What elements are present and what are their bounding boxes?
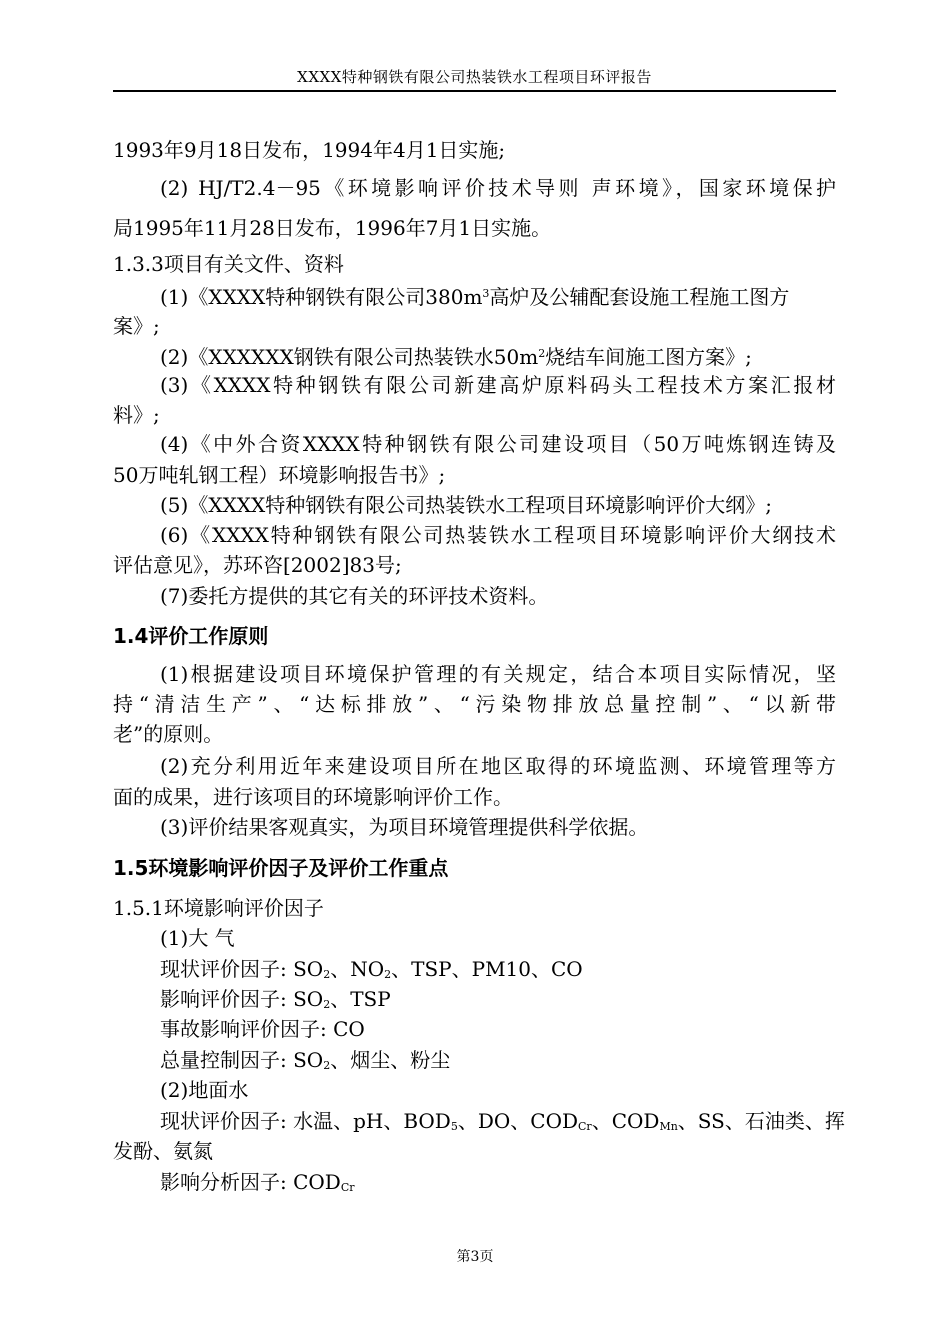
text-segment: 总量控制因子: SO — [160, 1048, 324, 1072]
text-line: (7)委托方提供的其它有关的环评技术资料。 — [160, 584, 549, 608]
text-line: (3)评价结果客观真实，为项目环境管理提供科学依据。 — [160, 815, 649, 839]
text-line: (2)地面水 — [160, 1078, 249, 1102]
text-line: 发酚、氨氮 — [113, 1139, 213, 1163]
text-line: 持“清洁生产”、“达标排放”、“污染物排放总量控制”、“以新带 — [113, 692, 836, 716]
text-line — [160, 280, 836, 311]
text-line: (2)充分利用近年来建设项目所在地区取得的环境监测、环境管理等方 — [160, 754, 836, 778]
subscript: Mn — [659, 1120, 678, 1133]
text-line: (5)《XXXX特种钢铁有限公司热装铁水工程项目环境影响评价大纲》; — [160, 493, 773, 517]
text-line: (1)根据建设项目环境保护管理的有关规定，结合本项目实际情况，坚 — [160, 662, 836, 686]
text-line: 局1995年11月28日发布，1996年7月1日实施。 — [113, 216, 552, 240]
text-segment: 、TSP — [330, 987, 391, 1011]
text-segment: 烧结车间施工图方案》; — [545, 345, 752, 369]
text-line — [160, 1107, 845, 1141]
subscript: 2 — [384, 968, 392, 981]
text-line — [160, 1168, 836, 1202]
superscript: 2 — [538, 347, 546, 360]
text-line: 老”的原则。 — [113, 722, 224, 746]
text-line — [160, 340, 836, 371]
page-header: XXXX特种钢铁有限公司热装铁水工程项目环评报告 — [297, 68, 652, 86]
subsection-heading: 1.5.1环境影响评价因子 — [113, 896, 324, 920]
text-line: (2) HJ/T2.4－95《环境影响评价技术导则 声环境》，国家环境保护 — [160, 176, 836, 200]
text-line: 50万吨轧钢工程）环境影响报告书》; — [113, 463, 446, 487]
subscript: 2 — [323, 998, 331, 1011]
text-segment: 、烟尘、粉尘 — [330, 1048, 451, 1072]
text-segment: 、COD — [591, 1109, 660, 1133]
text-line — [160, 955, 836, 989]
text-segment: 、NO — [330, 957, 385, 981]
text-line — [160, 985, 836, 1019]
page-number: 第3页 — [456, 1249, 494, 1265]
text-line: 1993年9月18日发布，1994年4月1日实施; — [113, 138, 506, 162]
text-segment: (2)《XXXXXX钢铁有限公司热装铁水50m — [160, 345, 539, 369]
text-line: 面的成果，进行该项目的环境影响评价工作。 — [113, 785, 513, 809]
text-segment: 现状评价因子: 水温、pH、BOD — [160, 1109, 451, 1133]
text-segment: 现状评价因子: SO — [160, 957, 324, 981]
text-segment: 影响分析因子: COD — [160, 1170, 341, 1194]
text-segment: 、DO、COD — [457, 1109, 579, 1133]
text-segment: 、SS、石油类、挥 — [677, 1109, 845, 1133]
text-segment: 影响评价因子: SO — [160, 987, 324, 1011]
text-line — [160, 1046, 836, 1080]
text-line: (6)《XXXX特种钢铁有限公司热装铁水工程项目环境影响评价大纲技术 — [160, 523, 836, 547]
superscript: 3 — [482, 287, 490, 300]
section-heading: 1.5环境影响评价因子及评价工作重点 — [113, 856, 449, 880]
subscript: 2 — [323, 1059, 331, 1072]
section-heading: 1.4评价工作原则 — [113, 624, 269, 648]
text-segment: (1)《XXXX特种钢铁有限公司380m — [160, 285, 483, 309]
text-line: (1)大 气 — [160, 926, 235, 950]
subscript: Cr — [578, 1120, 592, 1133]
text-line: (3)《XXXX特种钢铁有限公司新建高炉原料码头工程技术方案汇报材 — [160, 373, 836, 397]
text-line: (4)《中外合资XXXX特种钢铁有限公司建设项目（50万吨炼钢连铸及 — [160, 432, 836, 456]
text-line: 事故影响评价因子: CO — [160, 1017, 365, 1041]
subsection-heading: 1.3.3项目有关文件、资料 — [113, 252, 344, 276]
subscript: 5 — [450, 1120, 458, 1133]
text-line: 案》; — [113, 314, 160, 338]
text-line: 料》; — [113, 403, 160, 427]
subscript: Cr — [340, 1181, 355, 1194]
text-line: 评估意见》，苏环咨[2002]83号; — [113, 553, 402, 577]
header-rule — [113, 90, 836, 92]
text-segment: 、TSP、PM10、CO — [391, 957, 583, 981]
text-segment: 高炉及公辅配套设施工程施工图方 — [489, 285, 790, 309]
subscript: 2 — [323, 968, 331, 981]
